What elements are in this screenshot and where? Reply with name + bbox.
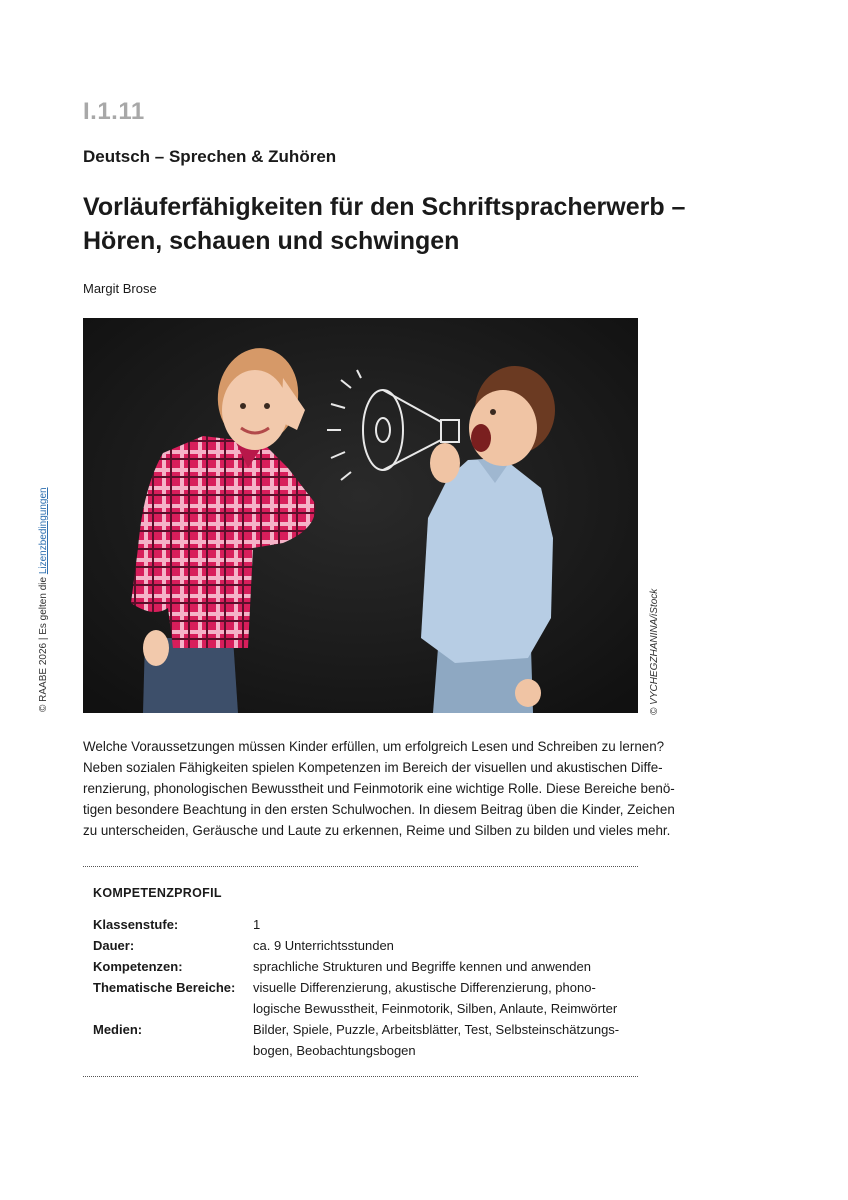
kp-label-thematische-bereiche: Thematische Bereiche: [93, 980, 236, 995]
photo-credit-text: © VYCHEGZHANINA/iStock [649, 588, 660, 715]
intro-line: renzierung, phonologischen Bewusstheit und Feinmotorik eine wichtige Rolle. Diese Bereiche benö- [83, 781, 675, 796]
divider-top [83, 866, 638, 867]
license-note-text [38, 487, 49, 712]
divider-bottom [83, 1076, 638, 1077]
intro-paragraph [83, 736, 675, 841]
intro-line: Welche Voraussetzungen müssen Kinder erfüllen, um erfolgreich Lesen und Schreiben zu lernen? [83, 739, 665, 754]
unit-code: I.1.11 [83, 98, 145, 125]
page-title [83, 190, 686, 258]
license-note [36, 480, 50, 712]
intro-line: Neben sozialen Fähigkeiten spielen Kompetenzen im Bereich der visuellen und akustischen Diffe- [83, 760, 663, 775]
kp-value-thematische-bereiche-cont: logische Bewusstheit, Feinmotorik, Silben, Anlaute, Reimwörter [253, 1001, 618, 1016]
license-prefix: © RAABE 2026 | Es gelten die [38, 574, 49, 712]
title-line: Hören, schauen und schwingen [83, 227, 460, 255]
kp-label-kompetenzen: Kompetenzen: [93, 959, 183, 974]
photo-illustration [83, 318, 638, 713]
photo-credit [646, 590, 660, 715]
kp-value-medien: Bilder, Spiele, Puzzle, Arbeitsblätter, Test, Selbsteinschätzungs- [253, 1022, 620, 1037]
kompetenzprofil-heading: KOMPETENZPROFIL [93, 886, 222, 900]
kp-value-thematische-bereiche: visuelle Differenzierung, akustische Differenzierung, phono- [253, 980, 596, 995]
intro-line: tigen besondere Beachtung in den ersten Schulwochen. In diesem Beitrag üben die Kinder, Zeichen [83, 802, 675, 817]
kp-value-medien-cont: bogen, Beobachtungsbogen [253, 1043, 416, 1058]
kp-value-kompetenzen: sprachliche Strukturen und Begriffe kennen und anwenden [253, 959, 591, 974]
author-name: Margit Brose [83, 281, 157, 296]
kp-label-dauer: Dauer: [93, 938, 135, 953]
kp-value-dauer: ca. 9 Unterrichtsstunden [253, 938, 394, 953]
intro-line: zu unterscheiden, Geräusche und Laute zu erkennen, Reime und Silben zu bilden und vieles mehr. [83, 823, 671, 838]
kp-label-medien: Medien: [93, 1022, 143, 1037]
title-line: Vorläuferfähigkeiten für den Schriftspracherwerb – [83, 193, 686, 221]
cover-photo [83, 318, 638, 713]
kp-label-klassenstufe: Klassenstufe: [93, 917, 179, 932]
license-link[interactable]: Lizenzbedingungen [38, 487, 49, 575]
subject-heading: Deutsch – Sprechen & Zuhören [83, 147, 337, 166]
kp-value-klassenstufe: 1 [253, 917, 261, 932]
